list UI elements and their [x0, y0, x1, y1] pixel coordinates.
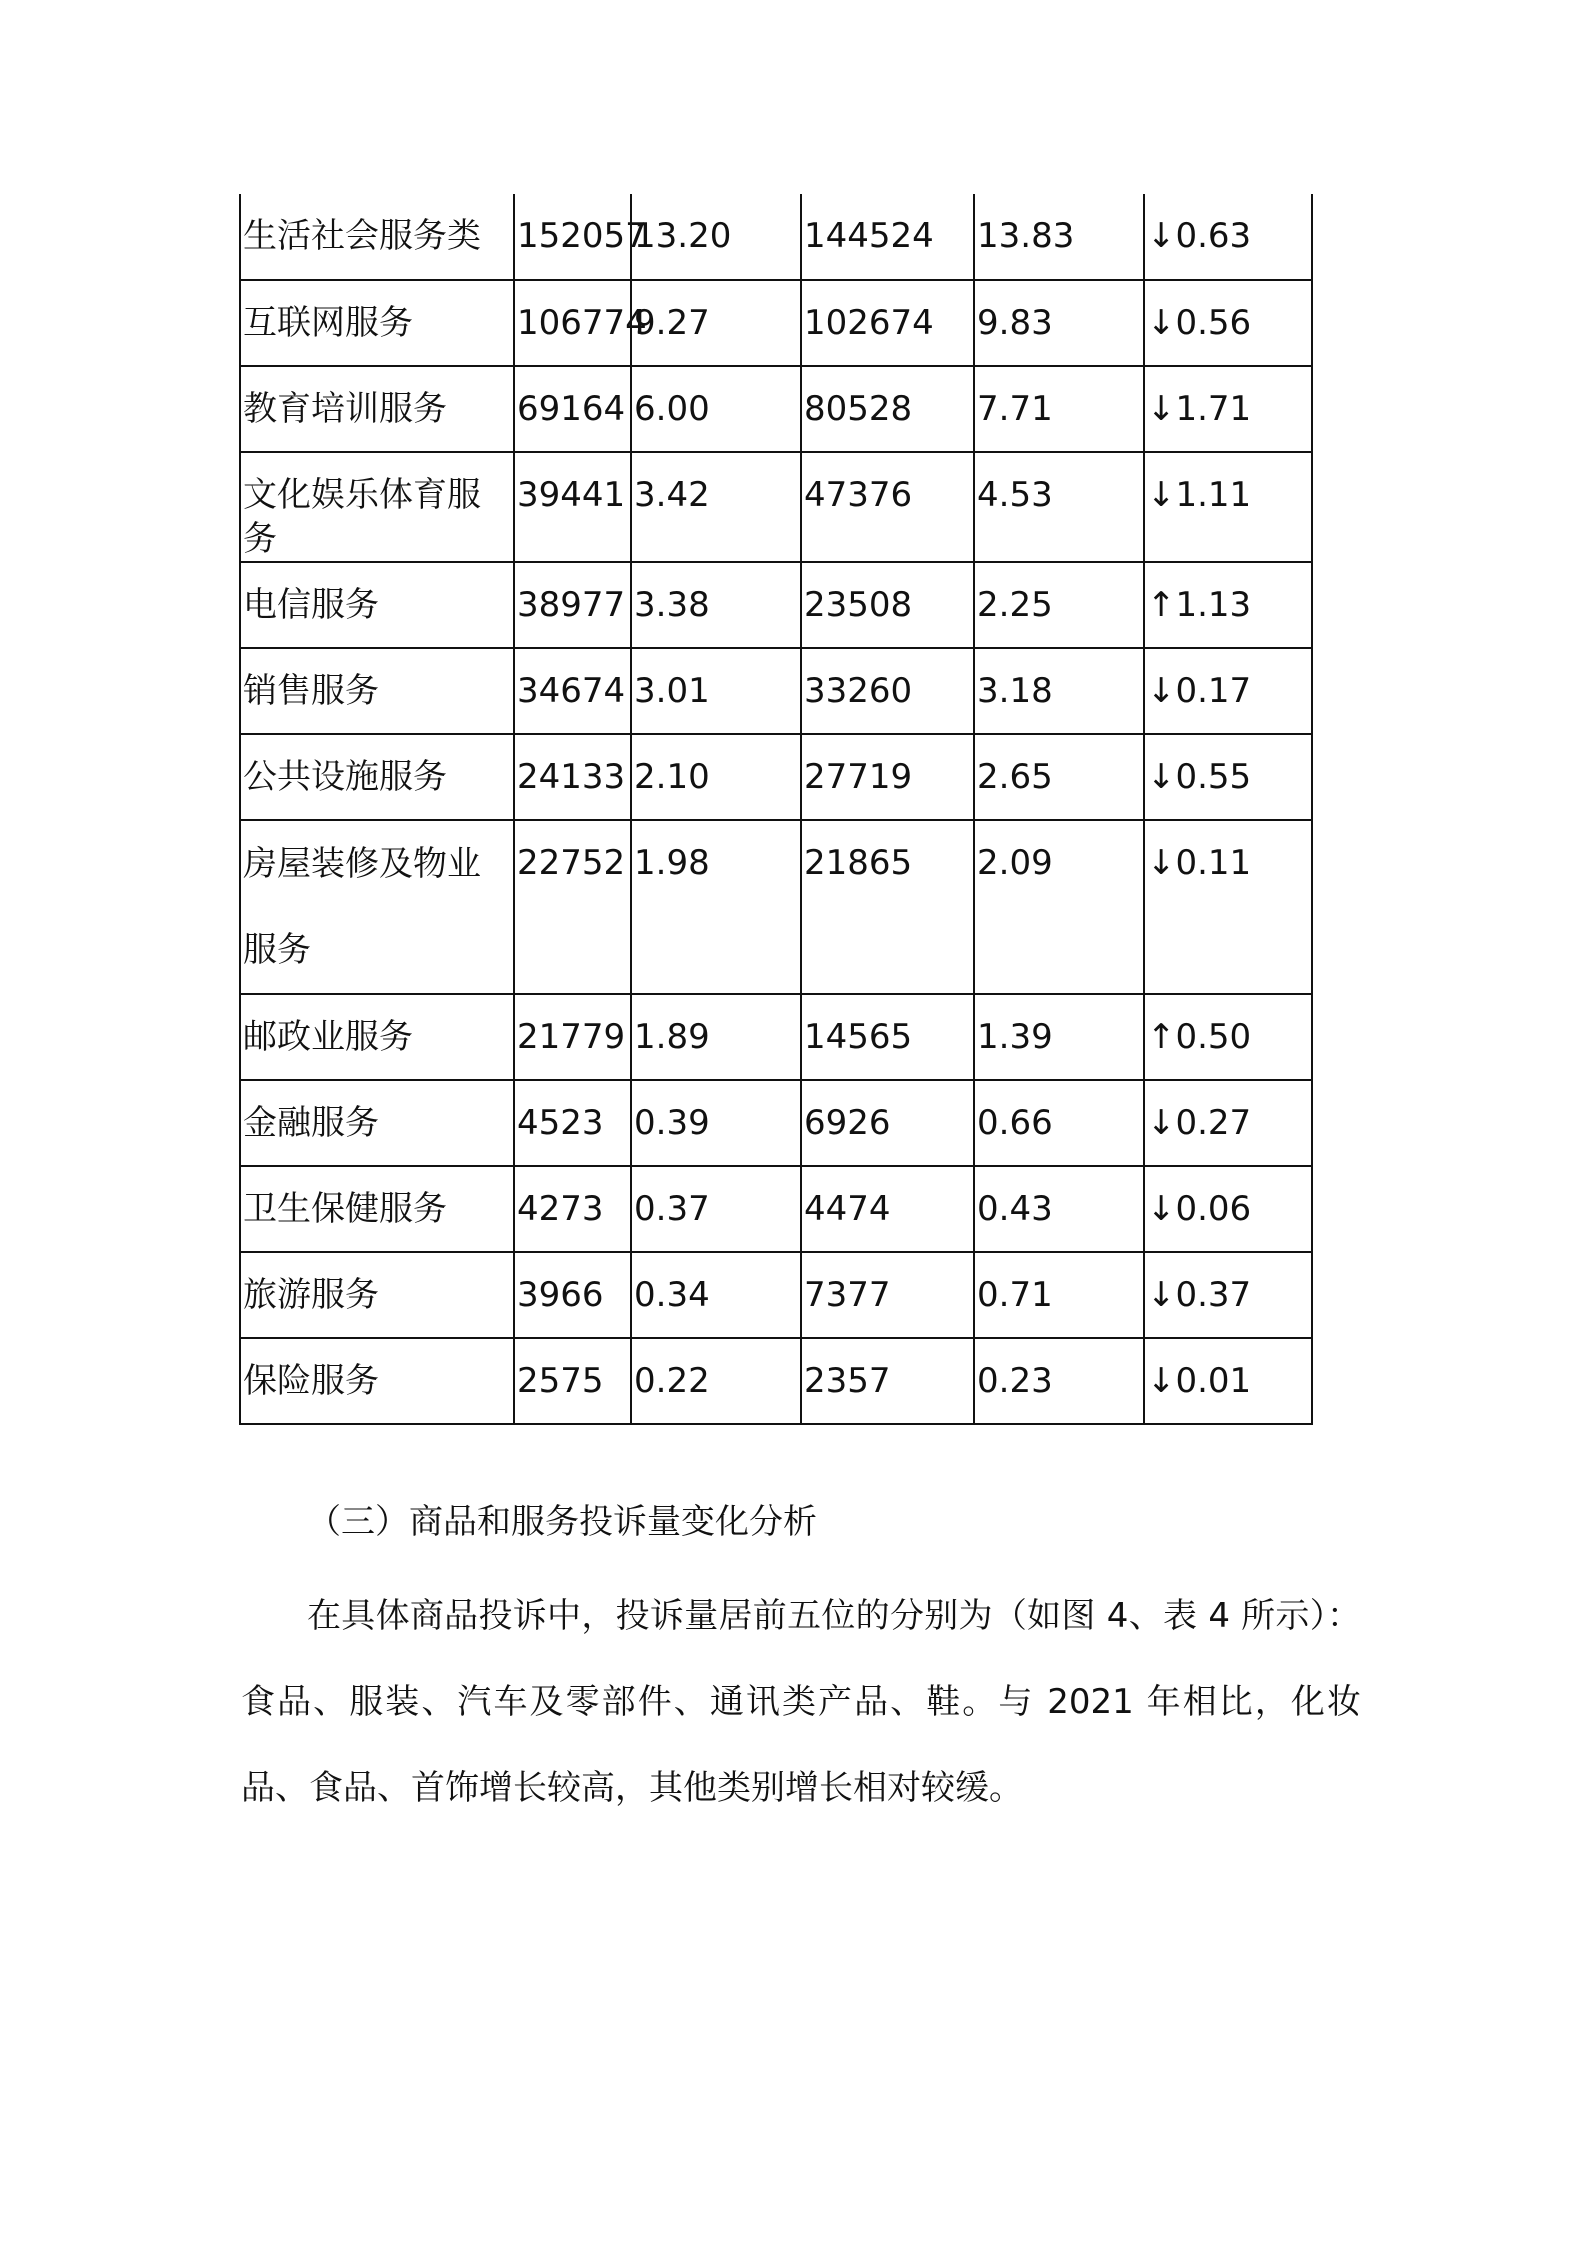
- share-2022-cell: 3.42: [631, 452, 801, 562]
- share-2022-cell: 9.27: [631, 280, 801, 366]
- share-2022-cell: 0.37: [631, 1166, 801, 1252]
- share-2021-cell: 13.83: [974, 194, 1144, 280]
- count-2021-cell: 2357: [801, 1338, 974, 1424]
- count-2022-cell: 4523: [514, 1080, 631, 1166]
- share-change-cell: ↑0.50: [1144, 994, 1312, 1080]
- share-change-cell: ↓0.27: [1144, 1080, 1312, 1166]
- table-row: [240, 562, 1312, 648]
- share-change-cell: ↑1.13: [1144, 562, 1312, 648]
- count-2022-cell: 3966: [514, 1252, 631, 1338]
- share-2022-cell: 3.01: [631, 648, 801, 734]
- share-2022-cell: 0.39: [631, 1080, 801, 1166]
- share-2021-cell: 7.71: [974, 366, 1144, 452]
- count-2022-cell: 2575: [514, 1338, 631, 1424]
- share-change-cell: ↓0.63: [1144, 194, 1312, 280]
- table-row: [240, 1338, 1312, 1424]
- count-2021-cell: 102674: [801, 280, 974, 366]
- category-name-cell: 保险服务: [240, 1338, 514, 1424]
- share-change-cell: ↓0.01: [1144, 1338, 1312, 1424]
- category-name-cell: 公共设施服务: [240, 734, 514, 820]
- share-2021-cell: 1.39: [974, 994, 1144, 1080]
- share-change-cell: ↓0.37: [1144, 1252, 1312, 1338]
- count-2021-cell: 7377: [801, 1252, 974, 1338]
- category-name-cell: 生活社会服务类: [240, 194, 514, 280]
- table-row: [240, 1252, 1312, 1338]
- count-2022-cell: 22752: [514, 820, 631, 994]
- count-2021-cell: 6926: [801, 1080, 974, 1166]
- share-2021-cell: 3.18: [974, 648, 1144, 734]
- category-name-cell: 销售服务: [240, 648, 514, 734]
- count-2022-cell: 152057: [514, 194, 631, 280]
- share-2022-cell: 0.22: [631, 1338, 801, 1424]
- share-2021-cell: 4.53: [974, 452, 1144, 562]
- share-change-cell: ↓0.56: [1144, 280, 1312, 366]
- share-change-cell: ↓0.06: [1144, 1166, 1312, 1252]
- table-body: [240, 194, 1312, 1424]
- count-2021-cell: 4474: [801, 1166, 974, 1252]
- count-2022-cell: 4273: [514, 1166, 631, 1252]
- count-2022-cell: 38977: [514, 562, 631, 648]
- share-2021-cell: 2.09: [974, 820, 1144, 994]
- category-name-cell: 文化娱乐体育服务: [240, 452, 514, 562]
- share-change-cell: ↓0.11: [1144, 820, 1312, 994]
- count-2021-cell: 23508: [801, 562, 974, 648]
- count-2021-cell: 47376: [801, 452, 974, 562]
- category-name-cell: 卫生保健服务: [240, 1166, 514, 1252]
- share-2021-cell: 0.43: [974, 1166, 1144, 1252]
- count-2021-cell: 33260: [801, 648, 974, 734]
- count-2021-cell: 144524: [801, 194, 974, 280]
- table-row: [240, 994, 1312, 1080]
- share-2021-cell: 0.66: [974, 1080, 1144, 1166]
- share-2022-cell: 2.10: [631, 734, 801, 820]
- count-2022-cell: 106774: [514, 280, 631, 366]
- count-2021-cell: 27719: [801, 734, 974, 820]
- table-row: [240, 452, 1312, 562]
- body-paragraph: 在具体商品投诉中，投诉量居前五位的分别为（如图 4、表 4 所示）：食品、服装、汽车及零部件、通讯类产品、鞋。与 2021 年相比，化妆品、食品、首饰增长较高，其他类别增长相对较缓。: [241, 1596, 1361, 1808]
- table-row: [240, 1080, 1312, 1166]
- count-2021-cell: 14565: [801, 994, 974, 1080]
- share-2021-cell: 2.65: [974, 734, 1144, 820]
- share-change-cell: ↓0.17: [1144, 648, 1312, 734]
- share-change-cell: ↓0.55: [1144, 734, 1312, 820]
- count-2021-cell: 80528: [801, 366, 974, 452]
- category-name-cell: 邮政业服务: [240, 994, 514, 1080]
- share-2022-cell: 0.34: [631, 1252, 801, 1338]
- share-2021-cell: 0.23: [974, 1338, 1144, 1424]
- count-2022-cell: 24133: [514, 734, 631, 820]
- table-row: [240, 648, 1312, 734]
- count-2022-cell: 21779: [514, 994, 631, 1080]
- category-name-cell: 互联网服务: [240, 280, 514, 366]
- share-2022-cell: 3.38: [631, 562, 801, 648]
- category-name-cell: 房屋装修及物业服务: [240, 820, 514, 994]
- table-row: [240, 194, 1312, 280]
- table-row: [240, 820, 1312, 994]
- section-heading: （三）商品和服务投诉量变化分析: [307, 1502, 817, 1542]
- share-2022-cell: 1.98: [631, 820, 801, 994]
- share-change-cell: ↓1.11: [1144, 452, 1312, 562]
- share-2021-cell: 9.83: [974, 280, 1144, 366]
- category-name-cell: 电信服务: [240, 562, 514, 648]
- count-2022-cell: 34674: [514, 648, 631, 734]
- count-2022-cell: 39441: [514, 452, 631, 562]
- category-name-cell: 金融服务: [240, 1080, 514, 1166]
- share-2021-cell: 2.25: [974, 562, 1144, 648]
- share-2022-cell: 1.89: [631, 994, 801, 1080]
- service-complaints-table: [239, 194, 1313, 1425]
- count-2022-cell: 69164: [514, 366, 631, 452]
- category-name-cell: 旅游服务: [240, 1252, 514, 1338]
- category-name-cell: 教育培训服务: [240, 366, 514, 452]
- table-row: [240, 1166, 1312, 1252]
- share-2022-cell: 6.00: [631, 366, 801, 452]
- table-row: [240, 734, 1312, 820]
- share-2021-cell: 0.71: [974, 1252, 1144, 1338]
- table-row: [240, 366, 1312, 452]
- count-2021-cell: 21865: [801, 820, 974, 994]
- table-row: [240, 280, 1312, 366]
- share-2022-cell: 13.20: [631, 194, 801, 280]
- share-change-cell: ↓1.71: [1144, 366, 1312, 452]
